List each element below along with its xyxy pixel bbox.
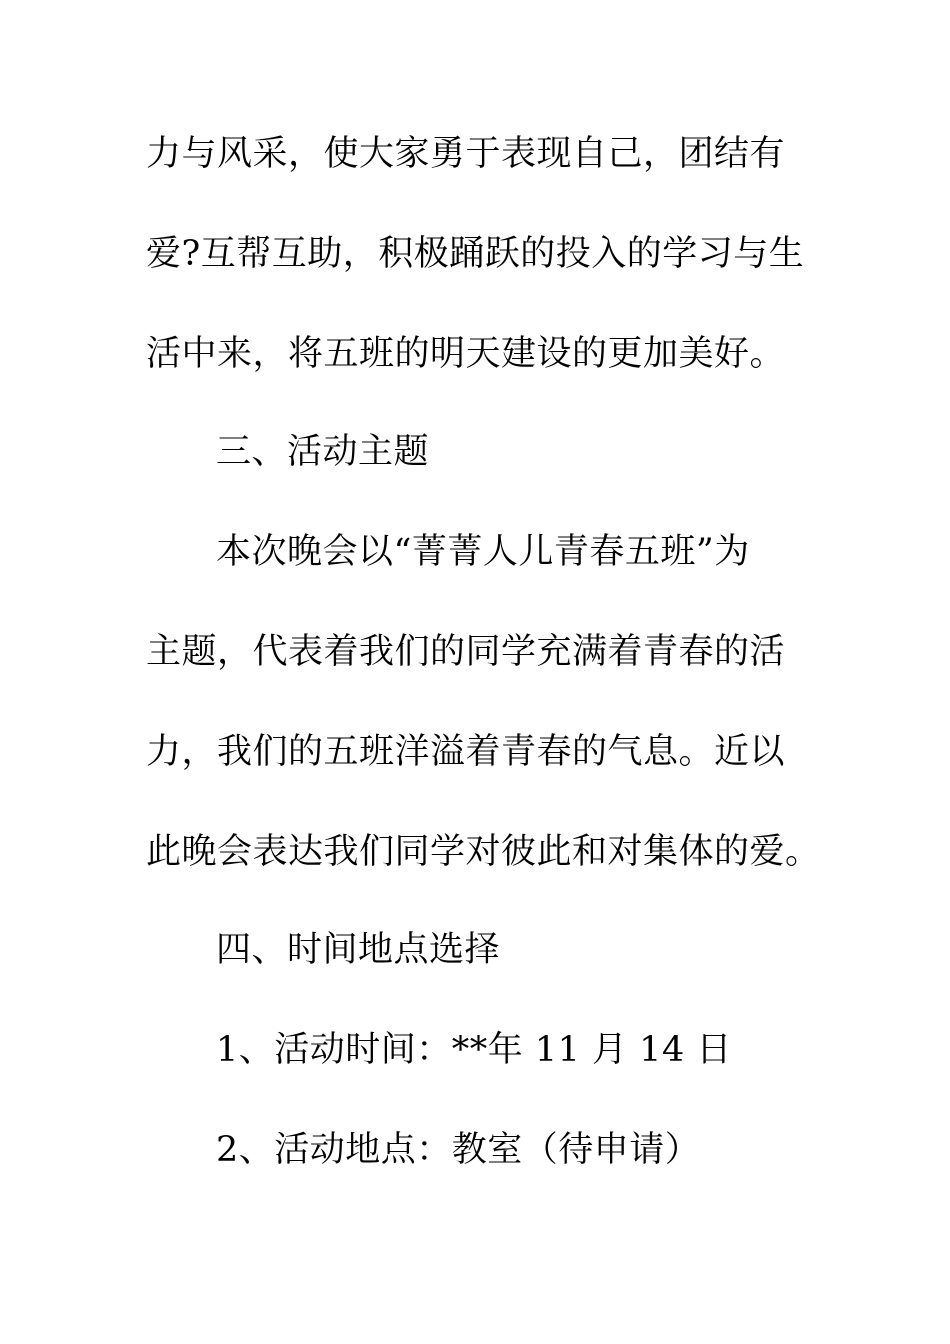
paragraph-line: 力，我们的五班洋溢着青春的气息。近以 (146, 732, 786, 772)
section-heading: 四、时间地点选择 (216, 930, 501, 970)
section-heading: 三、活动主题 (216, 432, 430, 472)
list-item-location: 2、活动地点：教室（待申请） (216, 1130, 701, 1170)
list-item-time: 1、活动时间：**年 11 月 14 日 (216, 1030, 732, 1070)
paragraph-line: 活中来，将五班的明天建设的更加美好。 (146, 334, 786, 374)
paragraph-line: 此晚会表达我们同学对彼此和对集体的爱。 (146, 832, 821, 872)
paragraph-line: 爱?互帮互助，积极踊跃的投入的学习与生 (146, 234, 805, 274)
paragraph-line: 本次晚会以“菁菁人儿青春五班”为 (216, 532, 750, 572)
paragraph-line: 力与风采，使大家勇于表现自己，团结有 (146, 134, 786, 174)
paragraph-line: 主题，代表着我们的同学充满着青春的活 (146, 632, 786, 672)
